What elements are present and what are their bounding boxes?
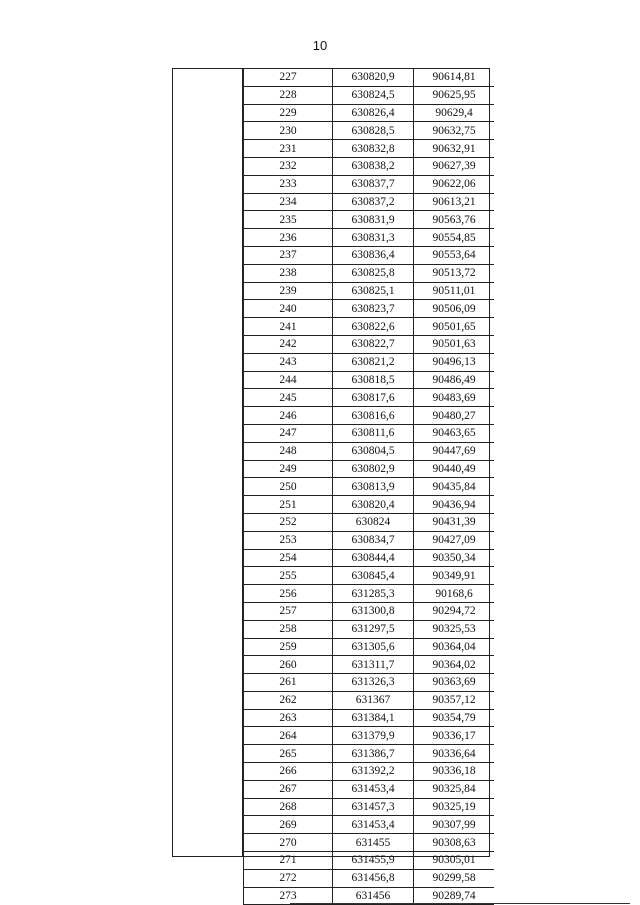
table-row [244,585,495,603]
point-number-cell: 263 [244,709,333,727]
x-coordinate-cell: 630823,7 [333,300,414,318]
table-row [244,318,495,336]
point-number-cell: 273 [244,887,333,905]
coordinates-table [243,69,494,905]
point-number-cell: 239 [244,282,333,300]
point-number-cell: 256 [244,585,333,603]
y-coordinate-cell: 90614,81 [414,69,495,86]
point-number-cell: 243 [244,353,333,371]
table-row [244,638,495,656]
y-coordinate-cell: 90496,13 [414,353,495,371]
y-coordinate-cell: 90480,27 [414,407,495,425]
y-coordinate-cell: 90629,4 [414,104,495,122]
y-coordinate-cell: 90486,49 [414,371,495,389]
y-coordinate-cell: 90427,09 [414,531,495,549]
y-coordinate-cell: 90627,39 [414,157,495,175]
point-number-cell: 233 [244,175,333,193]
point-number-cell: 266 [244,763,333,781]
table-row [244,602,495,620]
table-row [244,780,495,798]
y-coordinate-cell: 90299,58 [414,869,495,887]
x-coordinate-cell: 631456 [333,887,414,905]
y-coordinate-cell: 90501,63 [414,335,495,353]
y-coordinate-cell: 90357,12 [414,691,495,709]
x-coordinate-cell: 630822,6 [333,318,414,336]
point-number-cell: 272 [244,869,333,887]
point-number-cell: 244 [244,371,333,389]
x-coordinate-cell: 631457,3 [333,798,414,816]
point-number-cell: 236 [244,229,333,247]
x-coordinate-cell: 631311,7 [333,656,414,674]
x-coordinate-cell: 630825,8 [333,264,414,282]
point-number-cell: 262 [244,691,333,709]
coordinates-table-body [244,69,495,905]
x-coordinate-cell: 630804,5 [333,442,414,460]
point-number-cell: 247 [244,424,333,442]
x-coordinate-cell: 630844,4 [333,549,414,567]
x-coordinate-cell: 630818,5 [333,371,414,389]
y-coordinate-cell: 90305,01 [414,852,495,870]
x-coordinate-cell: 630816,6 [333,407,414,425]
table-row [244,620,495,638]
table-row [244,513,495,531]
table-row [244,549,495,567]
y-coordinate-cell: 90563,76 [414,211,495,229]
x-coordinate-cell: 630837,2 [333,193,414,211]
x-coordinate-cell: 631384,1 [333,709,414,727]
table-row [244,229,495,247]
point-number-cell: 248 [244,442,333,460]
x-coordinate-cell: 630822,7 [333,335,414,353]
x-coordinate-cell: 630821,2 [333,353,414,371]
y-coordinate-cell: 90307,99 [414,816,495,834]
point-number-cell: 268 [244,798,333,816]
table-row [244,852,495,870]
table-row [244,691,495,709]
point-number-cell: 238 [244,264,333,282]
table-row [244,389,495,407]
point-number-cell: 240 [244,300,333,318]
table-row [244,478,495,496]
table-row [244,193,495,211]
x-coordinate-cell: 631453,4 [333,816,414,834]
y-coordinate-cell: 90354,79 [414,709,495,727]
point-number-cell: 234 [244,193,333,211]
table-row [244,353,495,371]
table-row [244,264,495,282]
point-number-cell: 255 [244,567,333,585]
point-number-cell: 260 [244,656,333,674]
y-coordinate-cell: 90511,01 [414,282,495,300]
y-coordinate-cell: 90364,02 [414,656,495,674]
table-row [244,709,495,727]
table-row [244,175,495,193]
bottom-rule [290,903,630,904]
table-row [244,531,495,549]
table-row [244,460,495,478]
point-number-cell: 228 [244,86,333,104]
point-number-cell: 257 [244,602,333,620]
point-number-cell: 264 [244,727,333,745]
point-number-cell: 259 [244,638,333,656]
x-coordinate-cell: 631367 [333,691,414,709]
y-coordinate-cell: 90625,95 [414,86,495,104]
table-row [244,157,495,175]
point-number-cell: 258 [244,620,333,638]
point-number-cell: 227 [244,69,333,86]
y-coordinate-cell: 90632,75 [414,122,495,140]
y-coordinate-cell: 90349,91 [414,567,495,585]
y-coordinate-cell: 90613,21 [414,193,495,211]
point-number-cell: 249 [244,460,333,478]
x-coordinate-cell: 631305,6 [333,638,414,656]
table-row [244,335,495,353]
point-number-cell: 250 [244,478,333,496]
table-row [244,869,495,887]
point-number-cell: 237 [244,246,333,264]
table-row [244,763,495,781]
x-coordinate-cell: 630837,7 [333,175,414,193]
table-row [244,371,495,389]
y-coordinate-cell: 90289,74 [414,887,495,905]
y-coordinate-cell: 90632,91 [414,140,495,158]
y-coordinate-cell: 90350,34 [414,549,495,567]
x-coordinate-cell: 630802,9 [333,460,414,478]
point-number-cell: 246 [244,407,333,425]
point-number-cell: 271 [244,852,333,870]
point-number-cell: 265 [244,745,333,763]
y-coordinate-cell: 90435,84 [414,478,495,496]
y-coordinate-cell: 90308,63 [414,834,495,852]
y-coordinate-cell: 90436,94 [414,496,495,514]
x-coordinate-cell: 631285,3 [333,585,414,603]
point-number-cell: 245 [244,389,333,407]
x-coordinate-cell: 630845,4 [333,567,414,585]
page-number: 10 [312,38,328,53]
table-row [244,69,495,86]
x-coordinate-cell: 631326,3 [333,674,414,692]
table-row [244,816,495,834]
y-coordinate-cell: 90553,64 [414,246,495,264]
point-number-cell: 235 [244,211,333,229]
x-coordinate-cell: 630813,9 [333,478,414,496]
table-row [244,300,495,318]
table-row [244,496,495,514]
table-row [244,798,495,816]
x-coordinate-cell: 630817,6 [333,389,414,407]
x-coordinate-cell: 631392,2 [333,763,414,781]
x-coordinate-cell: 630834,7 [333,531,414,549]
y-coordinate-cell: 90168,6 [414,585,495,603]
table-row [244,834,495,852]
table-row [244,104,495,122]
point-number-cell: 267 [244,780,333,798]
y-coordinate-cell: 90363,69 [414,674,495,692]
x-coordinate-cell: 630828,5 [333,122,414,140]
table-row [244,674,495,692]
y-coordinate-cell: 90506,09 [414,300,495,318]
table-row [244,424,495,442]
point-number-cell: 270 [244,834,333,852]
table-row [244,140,495,158]
y-coordinate-cell: 90325,19 [414,798,495,816]
x-coordinate-cell: 631379,9 [333,727,414,745]
table-row [244,656,495,674]
x-coordinate-cell: 630824,5 [333,86,414,104]
y-coordinate-cell: 90336,17 [414,727,495,745]
x-coordinate-cell: 630831,9 [333,211,414,229]
y-coordinate-cell: 90440,49 [414,460,495,478]
y-coordinate-cell: 90501,65 [414,318,495,336]
y-coordinate-cell: 90622,06 [414,175,495,193]
x-coordinate-cell: 630825,1 [333,282,414,300]
point-number-cell: 242 [244,335,333,353]
y-coordinate-cell: 90336,64 [414,745,495,763]
x-coordinate-cell: 630820,4 [333,496,414,514]
point-number-cell: 232 [244,157,333,175]
x-coordinate-cell: 630832,8 [333,140,414,158]
x-coordinate-cell: 630824 [333,513,414,531]
point-number-cell: 269 [244,816,333,834]
x-coordinate-cell: 631386,7 [333,745,414,763]
point-number-cell: 251 [244,496,333,514]
point-number-cell: 253 [244,531,333,549]
table-row [244,86,495,104]
y-coordinate-cell: 90431,39 [414,513,495,531]
x-coordinate-cell: 630836,4 [333,246,414,264]
table-row [244,211,495,229]
y-coordinate-cell: 90294,72 [414,602,495,620]
y-coordinate-cell: 90325,53 [414,620,495,638]
x-coordinate-cell: 630831,3 [333,229,414,247]
y-coordinate-cell: 90463,65 [414,424,495,442]
table-row [244,567,495,585]
table-row [244,442,495,460]
x-coordinate-cell: 631456,8 [333,869,414,887]
x-coordinate-cell: 630826,4 [333,104,414,122]
y-coordinate-cell: 90336,18 [414,763,495,781]
x-coordinate-cell: 631300,8 [333,602,414,620]
point-number-cell: 230 [244,122,333,140]
x-coordinate-cell: 631297,5 [333,620,414,638]
point-number-cell: 229 [244,104,333,122]
table-row [244,122,495,140]
x-coordinate-cell: 631455,9 [333,852,414,870]
point-number-cell: 254 [244,549,333,567]
x-coordinate-cell: 631453,4 [333,780,414,798]
point-number-cell: 252 [244,513,333,531]
y-coordinate-cell: 90325,84 [414,780,495,798]
y-coordinate-cell: 90513,72 [414,264,495,282]
table-row [244,407,495,425]
point-number-cell: 241 [244,318,333,336]
y-coordinate-cell: 90364,04 [414,638,495,656]
y-coordinate-cell: 90554,85 [414,229,495,247]
table-row [244,246,495,264]
y-coordinate-cell: 90483,69 [414,389,495,407]
x-coordinate-cell: 630811,6 [333,424,414,442]
table-row [244,727,495,745]
x-coordinate-cell: 630838,2 [333,157,414,175]
point-number-cell: 261 [244,674,333,692]
y-coordinate-cell: 90447,69 [414,442,495,460]
x-coordinate-cell: 630820,9 [333,69,414,86]
table-row [244,745,495,763]
x-coordinate-cell: 631455 [333,834,414,852]
coordinates-table-frame [172,68,490,903]
merged-left-column [173,69,243,856]
point-number-cell: 231 [244,140,333,158]
table-row [244,282,495,300]
